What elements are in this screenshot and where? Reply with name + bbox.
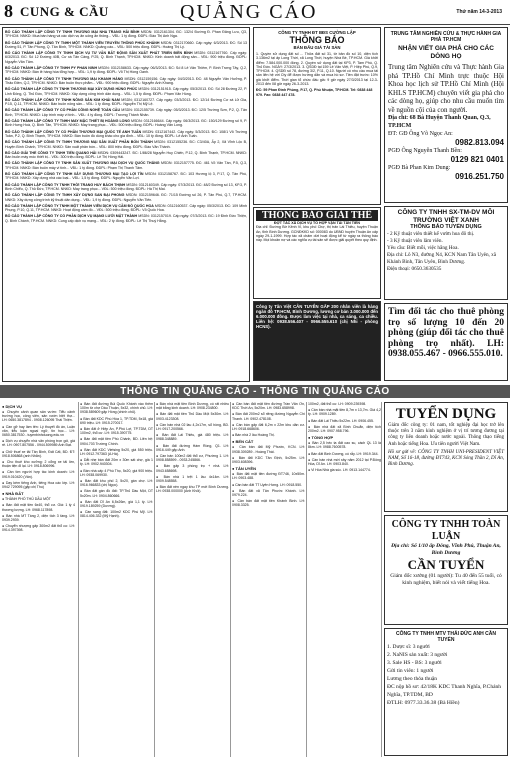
classified-item: ● Chữ thuế xe tải Tân Bình, Đất Cất, BD. ĐT: 0918.506868 (anh Nhẫn). [2,449,75,458]
classified-column [156,402,229,757]
company-notice [5,172,247,181]
company-notice [5,151,247,160]
classified-section-heading: ● TỔNG HỢP [308,435,334,441]
classified-item: ● Bán đất khu phố 2, 5x20, gần chợ. LH: 0916.966833 (chị Ngọc). [80,479,153,488]
genealogy-phone1: 0982.813.094 [455,138,504,147]
notice-title: BỐ CÁO GIẢI THỂ CÔNG TY TNHH TIẾN QUANG HẢI [5,150,97,155]
toan-luan-ad [384,515,508,625]
company-notice [5,30,247,39]
classified-item: ● Bán đất KDC Vietsing 5x20, giá 550 triệu. LH: 0912.797363 (A.Hà). [80,447,153,457]
classified-item: ● Bán đất mặt tiền Phú Chánh, BD. Liên hệ: 0904.703 Trường Chính. [80,437,153,446]
notice-body: MSDN: 0312155236. ĐC: C3/40A, Ấp 2, Xã Vĩnh Lộc B, Huyện Bình Chánh, TP.HCM. NNKD: Sản xuất phân bón... VĐL: 800 triệu đồng. ĐDPL: Đào Văn Thành. [5,140,247,149]
classified-item: ● Bán đất Lái Thiêu 5x22m. LH: 0906.455. [308,418,374,423]
notice-title: BỐ CÁO THÀNH LẬP CÔNG TY TNHH PY PHAN NINH [5,66,98,71]
thai-duc-anh-title: CÔNG TY TNHH MTV THÁI ĐỨC ANH CẦN TUYỂN [396,631,496,643]
company-notice [5,119,247,128]
company-notices [2,27,250,382]
classified-item: ● Vi Hòa Nhà gia súc. LH: 0913.144774. [308,468,371,473]
genealogy-deputy: PGĐ Ông Nguyễn Thanh Bền: [388,148,462,154]
right-column [384,27,508,382]
dissolution-notice [253,207,381,299]
env-item: Địa chỉ: Lô N3, đường N4, KCN Nam Tân Uyên, xã Khánh Bình, Tân Uyên, Bình Dương. [387,252,497,265]
brand-title: CUNG & CẦU [20,4,109,19]
company-notice [5,183,247,192]
classified-item: ● Bán nhà đất xã Bình Chuẩn, diện tích 200m2. LH: 0907.958.796. [308,424,381,434]
notice-body: MSDN: 0312158633. Cấp ngày: 06/3/2013. ĐC: Số 8 Lê Văn Thiêm, P. Bình Trưng Tây, Q.2, TP.HCM. NNKD: Bán lẻ hàng hóa tổng hợp... VĐL: 1,9 tỷ đồng. ĐDPL: Võ Thị Hồng Oanh. [5,66,247,75]
notice-title: BỐ CÁO THÀNH LẬP CÔNG TY TNHH SẢN XUẤT THƯƠNG MẠI DỊCH VỤ QUỐC THẮNG [5,161,160,166]
classified-item: ● Bán nhà 1 trệt 1 lầu 4x14m. LH: 0909.548558. [156,474,229,484]
environment-company-ad [384,206,508,300]
env-title: CÔNG TY TNHH SX-TM-DV MÔI TRƯỜNG VIỆT XANH [397,209,495,224]
classified-column [232,402,305,757]
classified-item: ● Cần bán gấp đất 6,2m x 22m khu dân cư. LH: 0918.668606. [232,422,305,432]
column-divider [306,402,307,757]
classified-item: ● Dịch vụ chuyển nhà văn phòng trọn gói, giá rẻ. LH: 0907.807556 - 0944.509989 Anh Đạt. [2,439,75,448]
classified-item: ● Bán đất nền ngay khu TP mới Bình Dương. LH: 0938.000000 (Anh Khôi). [156,485,229,494]
classified-item: ● Cần bán đất mặt tiền đường Trần Văn Ơn, KDC Thới An, 5x20m. LH: 0983.658998. [232,402,305,411]
auction-body: 1. Quyền sử dụng đất số ... Thửa đất số 31, tờ bản đồ số 10, diện tích 3.136m2 tại ấp Long Thới, xã Long Thới, huyện Nhà Bè, TP.HCM. Giá khởi điểm: 7.584.000.000 đồng. 2. Quyền sử dụng đất tại KP3, P. Tam Phú, Q. Thủ Đức. NGÀY: 27/3/2013. 3. QSDĐ tại 159 Lê Văn Việt, P. Hiệp Phú, Q.9, TP.HCM. 4. QSDĐ số 78, đường 3/2, P.11, Q.10. Người có nhu cầu mua tài sản liên hệ với Cty để được hướng dẫn và mua hồ sơ. Tiền đặt trước: 10% giá khởi điểm. Thời gian tổ chức đấu giá: 9 giờ ngày 27/3/2013 tại 12-3-2013 đến 08 giờ ngày 26-3-2013. [256,52,378,87]
classified-item: ● Bán đất 200m2 sổ riêng đường Nguyễn Chí Thanh. LH: 0902.478108. [232,412,305,421]
notice-title: BỐ CÁO THÀNH LẬP CÔNG TY TNHH XÂY DỰNG SAN ĐẠI PHONG [5,193,125,198]
thai-duc-anh-item: 1. Dược sĩ: 3 người [387,644,430,650]
genealogy-director: ĐT: GĐ Ông Võ Ngọc An: [388,131,453,137]
company-notice [5,161,247,170]
genealogy-deputy2: PGĐ Bà Phan Kim Dung: [388,165,451,171]
notice-title: BỐ CÁO THÀNH LẬP CÔNG TY TNHH THỜI TRANG HUY BÁCH THỊNH [5,182,126,187]
classified-item: ● Bán đất đường Bùi Quốc Khánh vào thêm 100m từ chợ Dầu Thuận, 5x32, chính chủ. LH: 0938.589609 gặp Hồng (chính chủ). [80,402,153,415]
classified-section-heading: ● TÂN UYÊN [232,466,256,472]
env-item: Yêu cầu: Biết mỗi, việc hằng Hoa. [387,245,459,251]
thai-duc-anh-item: ĐTLH: 0977.33.36.38 (Bà Hiền) [387,700,460,706]
classified-item: ● Cần bán đất Mỹ Phước, KCN. LH: 0938.309289 - Hoàng Thái. [232,445,305,454]
classified-item: ● Bán đất mặt tiền đường ĐT746, 10x50m. LH: 0903.488. [232,472,305,481]
notice-title: BỐ CÁO THÀNH LẬP CÔNG TY TNHH MỘT THÀNH VIÊN TRUYỀN THÔNG PHÚC KHÁNH [5,40,160,45]
notice-body: MSDN: 0312170660. Cấp ngày: 6/3/2013. ĐC: Số 13 Đường 51, P. Tân Phong, Q. Tân Bình, TP.HCM. NNKD: Quảng cáo... VĐL: 500 triệu đồng. ĐDPL: Hoàng Thị Lý. [5,40,247,49]
company-notice [5,130,247,139]
notice-body: MSDN: 0309443247. ĐC: 1/86/28 Nguyễn Huy Chiến, P.12, Q. Bình Thạnh, TP.HCM. NNKD: Bán buôn máy móc thiết bị... VĐL: 300 triệu đồng. ĐDPL: Lê Thị Hồng Hải. [5,150,248,160]
notice-title: BỐ CÁO THÀNH LẬP CÔNG TY TNHH THƯƠNG MẠI XÂY DỰNG HÙNG PHÚC [5,87,138,92]
env-item: - 2 Kỹ thuật viên thiết kế vườn hoa đô thị. [387,231,475,237]
notice-title: BỐ CÁO THÀNH LẬP CÔNG TY TNHH DỊCH VỤ TƯ VẤN BẤT ĐỘNG SẢN XUẤT PHÁT TRIỂN ĐIỀN BÌNH [5,51,193,56]
classified-item: ● Bán đất đường Hàm Rồng, Q1. LH: 0916.449 gặp Anh. [156,443,229,452]
notice-title: BỐ CÁO THÀNH LẬP CÔNG TY CỔ PHẦN THƯƠNG MẠI QUỐC TẾ ANH TUẤN [5,129,142,134]
classified-item: ● Cần bán nhà mặt tiền 8,7m x 13,7m. Giá 4,2 tỷ. LH: 0909.1289. [308,408,381,417]
genealogy-title: TRUNG TÂM NGHIÊN CỨU & THỰC HÀNH GIA PHẢ TP.HCM [390,31,502,43]
classified-item: ● Bán 2,5 héc ta đất cao su, cách QL 13 là 8km. LH: 0988.7600578. [308,441,381,450]
genealogy-subtitle: NHẬN VIẾT GIA PHẢ CHO CÁC DÒNG HỌ [398,45,494,60]
column-divider [381,402,382,757]
notice-body: MSDN: 0312159156. Cấp ngày: 04/3/2013. ĐC: 48 Nguyễn Văn Hưởng, P. Thảo Điền, Q.2, TP.HCM. NNKD: Bán buôn thực phẩm... VĐL: 900 triệu đồng. ĐDPL: Nguyễn Anh Khang. [5,76,247,85]
notice-body: MSDN: 0312160727. Cấp ngày: 03/3/2013. ĐC: 12/14 Đường Cư xá Lữ Gia, P.15, Q.11, TP.HCM. NNKD: Bán buôn nông sản... VĐL: 1 tỷ đồng. ĐDPL: Nguyễn Thị Mỹ Lệ. [5,97,248,107]
thai-duc-anh-item: Lương theo thỏa thuận [387,676,438,682]
thai-duc-anh-item: Gửi tin viên: 1 người [387,668,434,674]
page-header [0,0,510,25]
thai-duc-anh-ad [384,628,508,756]
thai-duc-anh-item: 2. NaNIS sản xuất: 3 người [387,652,448,658]
company-notice [5,140,247,149]
auction-contact: ĐC: 59 Phan Đình Phùng, P.17, Q. Phú Nhuận, TP.HCM. Tel: 0838 448 979. Fax: 0838 447 478. [256,88,373,97]
notice-title: BỐ CÁO THÀNH LẬP CÔNG TY TNHH THƯƠNG MẠI SẢN XUẤT PHẦN BỐN THÀNH [5,140,153,145]
notice-body: MSDN: 0312160349. Cấp ngày: 07/3/2013. ĐC: 48/2 Đường số 13, KP.3, P. Bình Chiểu, Q. Thủ Đức, TP.HCM. NNKD: May trang phục... VĐL: 500 triệu đồng. ĐDPL: Hà Thị Mai. [5,182,247,191]
toan-luan-title: CÔNG TY TNHH TOÀN LUẬN [391,519,501,542]
page-number: 8 [4,1,13,21]
classified-item: ● Bán đất gần đồ đất: TP.Thủ Dầu Một, DT 5x20m. LH: 0904.860666. [80,489,153,498]
env-item: - 3 Kỹ thuật viên lâm viên. [387,238,443,244]
classified-section-heading: ● NHÀ ĐẤT [2,491,24,497]
thai-duc-anh-item: 3. Sale HS - BS: 3 người [387,660,442,666]
classified-item: ● Cần bán đất mặt tiền Khánh Bình. LH: 0908.3325. [232,499,305,508]
classified-item: ● Bán đất xã Tân Phước Khánh. LH: 0979.224. [232,488,305,498]
classified-item: ● Bán đất Lái Thiêu, giá 480 triệu. LH: 0988.348889. [156,433,229,442]
company-notice [5,193,247,202]
notice-body: MSDN: 0312159646. ĐC: 71/15 Đường số 26, P. Tân Phú, Q.7, TP.HCM. NNKD: Xây dựng công trình kỹ thuật dân dụng... VĐL: 1,9 tỷ đồng. ĐDPL: Nguyễn Văn Tiến. [5,193,247,202]
recruit-body: Giám đốc công ty: 01 nam, tốt nghiệp đại học trở lên thuộc trên 3 năm kinh nghiệm ở vị trí tương đương tại công ty liên doanh hoặc nước ngoài. Thông thạo tiếng Anh hoặc tiếng Hoa. Ưu tiên người Việt Nam. [388,423,504,447]
company-notice [5,51,247,64]
notice-body: MSDN: 0312155739. Cấp ngày: 05/3/2013. ĐC: 12/5 Trường Sơn, P.2, Q. Tân Bình, TP.HCM. NNKD: Lập trình máy vi tính... VĐL: 4 tỷ đồng. ĐDPL: Trương Thành Nhân. [5,108,248,117]
company-notice [5,77,247,86]
classified-item: ● Bán đất Dĩ An 6,5x26m, giá 1,1 tỷ. LH: 0919.189259 (Dương). [80,499,153,509]
genealogy-body: Trung tâm Nghiên cứu và Thực hành Gia phả TP.Hồ Chí Minh trực thuộc Hội Khoa học lịch sử TP.Hồ Chí Minh (Hội KHLS TP.HCM) chuyên viết gia phả cho các dòng họ, giúp cho nhu cầu muốn tìm về nguồn cội của con người. [388,63,504,114]
classified-item: ● Bán nhà cấp 4 Phú Thọ, 5x20, giá 900 triệu. LH: 0938.069930. [80,468,153,477]
classified-column [308,402,381,757]
middle-column [253,27,381,382]
classified-item: ● Dắt nhẹ bán đất 20m x 30m sát chợ, giá 1 tỷ. LH: 0902.940304. [80,458,153,467]
classified-column [2,402,75,757]
notice-title: BỐ CÁO THÀNH LẬP CÔNG TY TNHH THƯƠNG MẠI KHANH HÀNG [5,76,124,81]
column-divider [78,402,79,757]
toan-luan-address: Địa chỉ: Số 1/10 ấp Đông, Vĩnh Phú, Thuận An, Bình Dương [391,543,501,556]
recruitment-ad [384,402,508,512]
auction-title: THÔNG BÁO [289,35,345,45]
classified-item: ● Cần bán 100m2 đất thổ cư, Phường 1. LH: 0908.858599 - 0933.245866. [156,454,229,463]
classified-item: ● Bán nhà MT Tầng 2, diện tích 3 tầng. LH: 0939.2939. [2,513,75,523]
classified-item: ● Cần gỡ hay làm tên: Lý thuyết đồ án, Luận văn, tiểu luận ngoại ngữ, tin học... LH: 0650.3817530 - tuyenbinhduong.edu.vn [2,424,75,438]
toan-luan-need: CẦN TUYỂN [407,557,485,572]
classified-item: ● Bán nhà mặt tiền Bình Dương, có rất nhiều mặt bằng kinh doanh. LH: 0908.234800. [156,402,229,411]
recruit-title: TUYỂN DỤNG [395,406,497,422]
auction-notice [253,27,381,205]
toan-luan-body: Giám đốc xưởng (01 người): Tu 40 đến 55 tuổi, có kinh nghiệm, biết nói và viết tiếng Hoa. [390,573,502,586]
classified-item: ● Dạy kèm tiếng Anh, tiếng Hoa các lớp. LH: 0942 729095 (gặp chị Thu) [2,480,75,490]
classified-item: ● Chuyển nhượng gấp 300m2 đất thổ cư. LH: 0914.397398. [2,524,75,533]
company-notice [5,204,247,213]
classified-item: ● Cần sang đất: 100m2 KDC Phú Mỹ. LH: 0814.406.332 (Mỹ Hạnh). [80,510,153,519]
classified-item: 100m2, đất thổ cư. LH: 0909.239398. [308,402,367,406]
classified-item: ● Bán đất Bình Dương, có rẫy. LH: 0919.344. [308,451,379,456]
company-notice [5,87,247,96]
notice-body: MSDN: 0312167760. Cấp ngày: 6/3/2013. ĐC: Số 12 Đường 40B, Cư xá Tân Cảng, P.25, Q. Bình Thạnh, TP.HCM. NNKD: Kinh doanh bất động sản... VĐL: 900 triệu đồng. ĐDPL: Nguyễn Văn Tâm. [5,51,247,64]
classified-item: ● Bán đất mặt tiền Thủ Dầu Một 5x30m. LH: 0903.4123308. [156,412,229,421]
notice-body: MSDN: 0312158767. ĐC: 103 Hương lộ 3, P.17, Q. Tân Phú, TP.HCM. NNKD: Xây dựng nhà các loại... VĐL: 1,5 tỷ đồng. ĐDPL: Nguyễn Văn Lợi. [5,172,247,181]
thai-duc-anh-item: ĐC nộp hồ sơ: 42/18K KDC Thanh Nghĩa, P.Chánh Nghĩa, TP.TDM, BD [387,684,502,698]
auction-subtitle: BÁN ĐẤU GIÁ TÀI SẢN [293,45,341,50]
column-divider [154,402,155,757]
genealogy-phone3: 0916.251.750 [455,172,504,181]
classified-item: ● Bán đất mặt tiền 6x40, thổ cư. Giá: 1 tỷ 4 thương lượng. LH: 0968.117898. [2,503,75,512]
notice-title: BỐ CÁO THÀNH LẬP CÔNG TY TNHH MAY MẶC THIẾT BỊ HOÀNG LONG [5,119,130,124]
env-subtitle: THÔNG BÁO TUYỂN DỤNG [410,224,482,230]
classified-item: ● Cho thuê kho xưởng: 2 cổng xe tải lớn, thuận tiện đi lại. LH: 0918.806996. [2,460,75,469]
notice-body: MSDN: 0312151915. Cấp ngày: 05/3/2013. ĐC: Số 28 Đường 22, P. Linh Đông, Q. Thủ Đức, TP.HCM. NNKD: Xây dựng công trình dân dụng... VĐL: 1,5 tỷ đồng. ĐDPL: Phạm Văn Hùng. [5,87,248,96]
classified-section-heading: ● BẾN CÁT [232,439,254,445]
classified-item: ● Chuyên cảnh quan sân vườn: Tiểu cảnh trường học, công viên, sân vườn biệt thự... LH: 0650.3817894 - 0908.126095 Thái Thiện. [2,410,75,423]
notice-body: MSDN: 0312167442. Cấp ngày: 5/3/2013. ĐC: 108/1 Võ Trường Toản, P.2, Q. Bình Thạnh, TP.HCM. NNKD: Bán buôn đồ dùng khác cho gia đình... VĐL: 10 tỷ đồng. ĐDPL: Lê Anh Tuấn. [5,129,247,138]
dissolution-subtitle: ĐỢT TÁC XÃ DỊCH VỤ TỔ HỢP VẬN TẢI TÂN TIẾN [274,221,360,225]
notice-body: MSDN: 0312160537. Cấp ngày: 05/3/2013. ĐC: 109 Minh Phụng, P.10, Q.11, TP.HCM. NNKD: Hoạt động cầm đồ... VĐL: 500 triệu đồng. ĐDPL: Võ Quốc Hoa. [5,203,247,213]
classified-item: ● Bán nhà 2 lầu Hoàng Thị. [232,433,275,438]
recruit-contact: Hồ sơ gửi về: CÔNG TY TNHH UNI-PRESIDENT VIỆT NAM, Số 16-18, đường ĐT743, KCN Sóng Thần 2, Dĩ An, Bình Dương. [388,449,505,468]
classified-item: ● Cần tìm người hợp tác kinh doanh: LH: 0919.010420 (Vân). [2,470,75,479]
right-bottom-column [384,402,508,758]
issue-date: Thứ năm 14-3-2013 [456,9,502,15]
classified-item: ● Cần bán đất TT Uyên Hưng. LH: 0918.550. [232,482,303,487]
company-notice [5,98,247,107]
classified-item: ● Bán đất KDC Tân Định, 5x25m. LH: 0903.608396. [232,455,305,465]
column-divider [230,402,231,757]
classifieds-bar: THÔNG TIN QUẢNG CÁO - THÔNG TIN QUẢNG CÁO [0,385,510,398]
classified-item: ● Bán gấp 3 phòng trọ + nhà. LH: 0943.658698. [156,464,229,473]
notice-title: BỐ CÁO THÀNH LẬP CÔNG TY CỔ PHẦN CÔNG NGHỆ TOÀN CẦU [5,108,121,113]
cooperative-ad: Công ty Tân Việt CÂN TUYỂN GẤP 200 nhân viên là hàng ngàn đồ TP.HCM, Bình Dương, lương cơ bản 3.000.000 đến 6.000.000 đồng. Được làm việc tại nhà, ca sáng, ca chiều. Liên hệ: 0938.556.407 - 0966.555.610 (chị Nhi - phòng HCNS). [253,301,381,381]
room-rent-ad: Tìm đối tác cho thuê phòng trọ số lượng 10 đến 20 phòng (giúp đối tác cho thuê phòng trọ nhất). LH: 0938.055.467 - 0966.555.010. [384,303,508,381]
notice-body: MSDN: 0312157019. Cấp ngày: 07/3/2013. ĐC: 19 Đinh Đức Thiện, Q. Bình Chánh, TP.HCM. NNKD: Cung cấp dịch vụ mạng... VĐL: 2 tỷ đồng. ĐDPL: Lê Thị Thuý Hằng. [5,214,247,223]
auction-company: CÔNG TY TNHH ĐT BĐS CƯỜNG LẬP [278,30,356,35]
genealogy-address: Địa chỉ: 68 Bà Huyện Thanh Quan, Q.3, TP.HCM [388,115,491,129]
company-notice [5,66,247,75]
classified-item: ● Cần bán nhà 02 lầu 4,2x17m, sổ hồng, BD. LH: 0917.200566. [156,422,229,432]
notice-title: BỐ CÁO THÀNH LẬP CÔNG TY TNHH MỘT THÀNH VIÊN DỊCH VỤ CẦM ĐỒ QUỐC HOA [5,203,154,208]
genealogy-phone2: 0129 821 0401 [450,155,504,164]
notice-title: BỐ CÁO THÀNH LẬP CÔNG TY CỔ PHẦN DỊCH VỤ MẠNG LƯỚI MẬT THÀNH [5,214,138,219]
dissolution-title: THÔNG BÁO GIẢI THỂ [256,210,378,221]
dissolution-body: Địa chỉ: Đường Bờ Kênh Vi, khu phố Chợ, thị trấn Lái Thiêu, huyện Thuận An, tỉnh Bình Dương. GCNĐKKD số: 000083 do UBND huyện Thuận An cấp ngày 29-1-1999. Hợp tác xã chấm dứt hoạt động kể từ ngày ra thông báo này. Mọi khoản nợ và các nghĩa vụ tài sản sẽ được giải quyết theo quy định. [256,225,378,243]
company-notice [5,214,247,223]
classified-section-heading: ● DỊCH VỤ [2,404,22,409]
genealogy-center-ad [384,27,508,203]
classified-item: ● Bán đất ở Hiệp An, P.Phú Lợi, TP.TDM, DT 100m2, thổ cư. LH: 0915.390775. [80,427,153,436]
notice-title: BỐ CÁO THÀNH LẬP CÔNG TY TNHH XÂY DỰNG THƯƠNG MẠI TẠO LỢI TÍN [5,172,144,177]
classified-item: ● Bán đất KDC Phú Hòa 1, TP.TDM, 5x18, giá 690 triệu. LH: 0915.270017. [80,416,153,425]
notice-title: BỐ CÁO THÀNH LẬP CÔNG TY TNHH THƯƠNG MẠI NHA TRANG HẢI BÌNH [5,30,140,34]
company-notice [5,41,247,50]
notice-body: MSDN: 0312157775. ĐC: 461 Võ Văn Tần, P.5, Q.3, TP.HCM. NNKD: Bán buôn máy vi tính... VĐL: 1 tỷ đồng. ĐDPL: Phạm Thị Thanh Tâm. [5,161,248,170]
notice-title: BỐ CÁO THÀNH LẬP CÔNG TY TNHH NÔNG SẢN KIM KHÁI NAM [5,97,120,102]
classified-item: ● Cần bán nhà mới xây năm 2012 tại P.Đông Hòa, Dĩ An. LH: 0903.840. [308,457,381,467]
section-title: QUẢNG CÁO [180,1,318,23]
env-item: Điện thoại: 0650.3630535 [387,266,442,272]
notice-body: MSDN: 0312166644. Cấp ngày: 06/3/2013. ĐC: 150/129 Đường số 9, P. Bình Hưng Hoà, Q. Bình Tân, TP.HCM. NNKD: May trang phục... VĐL: 500 triệu đồng. ĐDPL: Hoàng Văn Long. [5,119,247,128]
classified-column [80,402,153,757]
classified-item: ● THÀNH PHỐ THỦ DẦU MỘT [2,497,51,502]
notice-body: MSDN: 0312161304. ĐC: 132/4 Đường Đ. Phan Đăng Lưu, Q3, TP.HCM. NNKD: Mua bán hàng và các dịch vụ ăn uống ăn thông... VĐL: 1 tỷ đồng. ĐDPL: Đào Thị Anh Nga. [5,30,247,39]
company-notice [5,108,247,117]
